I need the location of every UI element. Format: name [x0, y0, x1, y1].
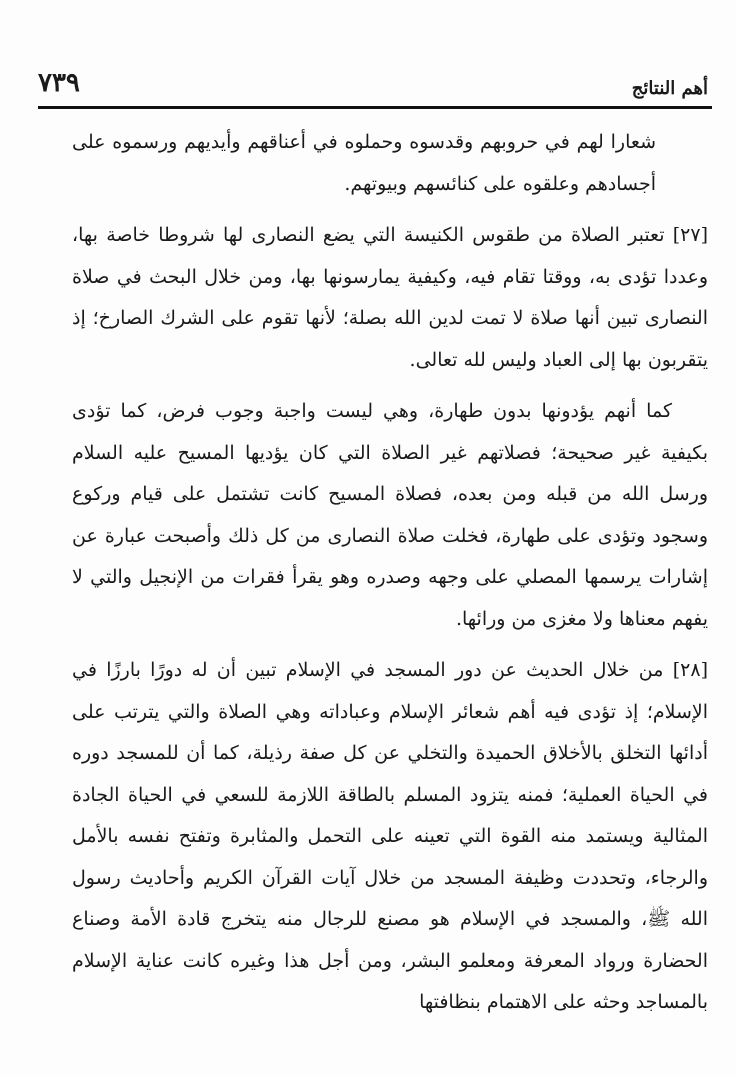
paragraph-text: أجسادهم وعلقوه على كنائسهم وبيوتهم. — [344, 172, 656, 195]
paragraph-continued — [72, 122, 708, 205]
paragraph-text: وعددا تؤدى به، ووقتا تقام فيه، وكيفية يمارسونها بها، ومن خلال البحث في صلاة النصارى تبين أنها صلاة لا تمت لدين الله بصلة؛ لأنها تقوم على الشرك الصارخ؛ إذ يتقربون بها إلى العباد وليس لله تعالى. — [72, 265, 708, 371]
page-number: ٧٣٩ — [38, 68, 80, 98]
running-header — [38, 64, 710, 104]
paragraph-text: من خلال الحديث عن دور المسجد في الإسلام تبين أن له دورًا بارزًا في — [72, 659, 664, 681]
paragraph-text: الإسلام؛ إذ تؤدى فيه أهم شعائر الإسلام وعباداته وهي الصلاة والتي يترتب على أدائها التخلق بالأخلاق الحميدة والتخلي عن كل صفة رذيلة، كما أن للمسجد دوره في الحياة العملية؛ فمنه يتزود المسلم بالطاقة اللازمة للسعي في الحياة الجادة المثالية ويستمد منه القوة التي تعينه على التحمل والمثابرة وتفتح نفسه بالأمل والرجاء، وتحددت وظيفة المسجد من خلال آيات القرآن الكريم وأحاديث رسول الله ﷺ، والمسجد في الإسلام هو مصنع للرجال منه يتخرج قادة الأمة وصناع الحضارة ورواد المعرفة ومعلمو البشر، ومن أجل هذا وغيره كانت عناية الإسلام بالمساجد وحثه على الاهتمام بنظافتها — [72, 700, 708, 1013]
numbered-paragraph-28 — [72, 650, 708, 1024]
header-title: أهم النتائج — [631, 78, 708, 99]
paragraph-number: [٢٨] — [672, 659, 708, 681]
body-text — [72, 122, 708, 1062]
paragraph-text: كما أنهم يؤدونها بدون طهارة، وهي ليست واجبة وجوب فرض، كما تؤدى بكيفية غير صحيحة؛ فصلاتهم غير الصلاة التي كان يؤديها المسيح عليه السلام ورسل الله من قبله ومن بعده، فصلاة المسيح كانت تشتمل على قيام وركوع وسجود وتؤدى على طهارة، فخلت صلاة النصارى من كل ذلك وأصبحت عبارة عن إشارات يرسمها المصلي على وجهه وصدره وهو يقرأ فقرات من الإنجيل والتي لا يفهم معناها ولا مغزى من ورائها. — [72, 400, 708, 630]
numbered-paragraph-27 — [72, 215, 708, 381]
header-divider — [38, 106, 712, 109]
paragraph — [72, 391, 708, 640]
paragraph-text: تعتبر الصلاة من طقوس الكنيسة التي يضع النصارى لها شروطا خاصة بها، — [72, 224, 665, 246]
paragraph-text: شعارا لهم في حروبهم وقدسوه وحملوه في أعناقهم وأيديهم ورسموه على — [72, 131, 656, 153]
paragraph-number: [٢٧] — [672, 224, 708, 246]
